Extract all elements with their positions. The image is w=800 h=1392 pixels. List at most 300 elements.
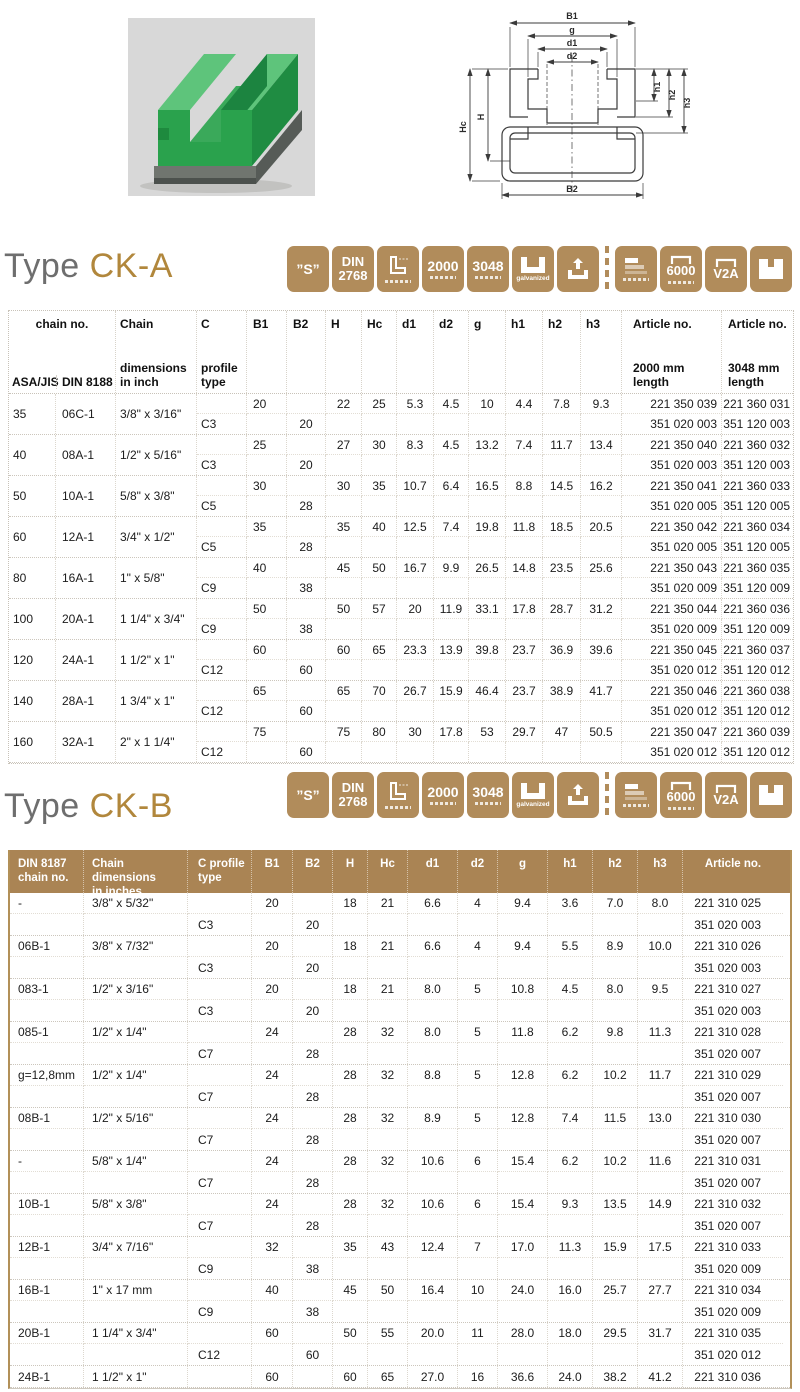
table-cell bbox=[548, 914, 593, 935]
article-no: 351 020 007 bbox=[694, 1132, 761, 1147]
asa-jis-no: 140 bbox=[9, 681, 56, 721]
table-row bbox=[10, 936, 790, 979]
table-cell bbox=[408, 1258, 458, 1279]
h1-value: 3.6 bbox=[548, 893, 593, 914]
h1-value: 4.4 bbox=[506, 394, 543, 414]
table-cell bbox=[498, 1129, 548, 1150]
h-value: 18 bbox=[333, 979, 368, 1000]
b2-value: 20 bbox=[287, 414, 326, 434]
table-cell bbox=[498, 957, 548, 978]
chain-dimensions: 1 1/2" x 1" bbox=[84, 1366, 188, 1387]
table-cell bbox=[506, 414, 543, 434]
profile-type: C7 bbox=[188, 1086, 252, 1107]
table-cell bbox=[10, 957, 84, 978]
g-value: 9.4 bbox=[498, 936, 548, 957]
d1-value: 10.7 bbox=[397, 476, 434, 496]
h3-value: 8.0 bbox=[638, 893, 683, 914]
h1-value: 29.7 bbox=[506, 722, 543, 742]
hc-value: 21 bbox=[368, 979, 408, 1000]
header-din-8187: DIN 8187 chain no. bbox=[10, 850, 84, 893]
table-cell bbox=[252, 957, 293, 978]
table-cell bbox=[638, 1172, 683, 1193]
table-cell bbox=[188, 936, 252, 957]
table-cell bbox=[548, 1043, 593, 1064]
table-cell bbox=[548, 1344, 593, 1365]
table-cell bbox=[287, 681, 326, 701]
table-cell bbox=[247, 660, 287, 680]
b2-value: 60 bbox=[287, 701, 326, 721]
hc-value: 65 bbox=[368, 1366, 408, 1387]
din-8188-no: 28A-1 bbox=[56, 681, 116, 721]
article-no-3048: 221 360 033 bbox=[722, 476, 793, 496]
profile-outline-icon bbox=[385, 781, 411, 803]
d1-value: 27.0 bbox=[408, 1366, 458, 1387]
d2-value: 11 bbox=[458, 1323, 498, 1344]
h2-value: 13.5 bbox=[593, 1194, 638, 1215]
b2-value: 28 bbox=[293, 1043, 333, 1064]
table-cell bbox=[333, 1086, 368, 1107]
table-cell bbox=[247, 414, 287, 434]
label-b1: B1 bbox=[566, 11, 578, 21]
table-cell bbox=[498, 1301, 548, 1322]
h-value: 22 bbox=[326, 394, 362, 414]
label-b2: B2 bbox=[566, 184, 578, 194]
hc-value: 32 bbox=[368, 1108, 408, 1129]
table-cell bbox=[506, 578, 543, 598]
h-value: 28 bbox=[333, 1194, 368, 1215]
table-cell bbox=[548, 1258, 593, 1279]
din-8188-no: 06C-1 bbox=[56, 394, 116, 434]
channel-inner bbox=[510, 133, 635, 173]
table-row bbox=[9, 394, 793, 435]
din-8187-no: 06B-1 bbox=[10, 936, 84, 957]
d1-value: 12.4 bbox=[408, 1237, 458, 1258]
table-cell bbox=[638, 1086, 683, 1107]
d2-value: 4.5 bbox=[434, 435, 469, 455]
table-cell bbox=[362, 414, 397, 434]
table-cell bbox=[506, 537, 543, 557]
h-value: 18 bbox=[333, 893, 368, 914]
d1-value: 16.7 bbox=[397, 558, 434, 578]
article-no-2000: 221 350 040 bbox=[622, 435, 722, 455]
table-cell bbox=[434, 578, 469, 598]
article-no: 221 310 032 bbox=[683, 1194, 783, 1215]
table-cell bbox=[362, 742, 397, 762]
h-value: 65 bbox=[326, 681, 362, 701]
table-cell bbox=[197, 558, 247, 578]
dimension-drawing bbox=[450, 5, 695, 205]
type-prefix: Type bbox=[4, 247, 80, 285]
table-cell bbox=[543, 742, 581, 762]
table-cell bbox=[84, 1301, 188, 1322]
table-cell bbox=[368, 1258, 408, 1279]
article-no-2000: 351 020 012 bbox=[622, 701, 722, 721]
chain-dimensions: 3/8" x 7/32" bbox=[84, 936, 188, 957]
h3-value: 27.7 bbox=[638, 1280, 683, 1301]
b1-value: 20 bbox=[247, 394, 287, 414]
badge-label: 2768 bbox=[338, 268, 368, 283]
h2-value: 18.5 bbox=[543, 517, 581, 537]
table-cell bbox=[397, 578, 434, 598]
label-d2: d2 bbox=[566, 51, 578, 61]
badge-flat-bars bbox=[615, 246, 657, 292]
table-cell bbox=[434, 742, 469, 762]
h-value: 45 bbox=[326, 558, 362, 578]
h2-value: 15.9 bbox=[593, 1237, 638, 1258]
table-cell bbox=[368, 1000, 408, 1021]
d2-value: 10 bbox=[458, 1280, 498, 1301]
d1-value: 30 bbox=[397, 722, 434, 742]
h-value: 28 bbox=[333, 1151, 368, 1172]
table-cell bbox=[333, 1129, 368, 1150]
table-cell bbox=[10, 1172, 84, 1193]
table-cell bbox=[188, 1194, 252, 1215]
table-b-header bbox=[10, 850, 790, 898]
h2-value: 7.8 bbox=[543, 394, 581, 414]
table-cell bbox=[543, 578, 581, 598]
table-cell bbox=[252, 1000, 293, 1021]
table-cell bbox=[287, 558, 326, 578]
table-row bbox=[10, 893, 790, 936]
table-cell bbox=[188, 893, 252, 914]
h1-value: 6.2 bbox=[548, 1151, 593, 1172]
galvanized-icon bbox=[519, 256, 547, 274]
b2-value: 20 bbox=[293, 914, 333, 935]
chain-dimensions: 3/4" x 7/16" bbox=[84, 1237, 188, 1258]
table-cell bbox=[293, 1065, 333, 1086]
asa-jis-no: 50 bbox=[9, 476, 56, 516]
table-cell bbox=[84, 1215, 188, 1236]
table-cell bbox=[287, 435, 326, 455]
table-cell bbox=[333, 1301, 368, 1322]
type-ck-a-heading bbox=[4, 246, 173, 286]
article-no-3048: 351 120 009 bbox=[723, 622, 790, 636]
article-no-3048: 351 120 012 bbox=[723, 704, 790, 718]
chain-dimensions: 5/8" x 3/8" bbox=[116, 476, 197, 516]
table-cell bbox=[469, 455, 506, 475]
table-ck-b bbox=[8, 850, 792, 1389]
table-cell bbox=[362, 455, 397, 475]
b1-value: 35 bbox=[247, 517, 287, 537]
din-8187-no: - bbox=[10, 1151, 84, 1172]
profile-type: C3 bbox=[197, 414, 247, 434]
article-no: 351 020 007 bbox=[694, 1046, 761, 1061]
badge-separator bbox=[605, 772, 609, 818]
table-cell bbox=[638, 957, 683, 978]
h1-value: 24.0 bbox=[548, 1366, 593, 1387]
table-cell bbox=[287, 722, 326, 742]
d2-value: 17.8 bbox=[434, 722, 469, 742]
chain-dimensions: 1 3/4" x 1" bbox=[116, 681, 197, 721]
header-h: H bbox=[333, 850, 368, 893]
b1-value: 24 bbox=[252, 1194, 293, 1215]
article-no-2000: 221 350 045 bbox=[622, 640, 722, 660]
header-c-profile: C profile type bbox=[188, 850, 252, 893]
profile-type: C7 bbox=[188, 1215, 252, 1236]
profile-type: C5 bbox=[197, 496, 247, 516]
header-d1: d1 bbox=[397, 311, 434, 393]
header-dimensions: dimensions bbox=[120, 361, 187, 375]
badge-din-2768 bbox=[332, 246, 374, 292]
hc-value: 32 bbox=[368, 1065, 408, 1086]
header-h: H bbox=[326, 311, 362, 393]
header-3048mm: 3048 mm bbox=[728, 361, 780, 375]
d2-value: 11.9 bbox=[434, 599, 469, 619]
table-cell bbox=[397, 619, 434, 639]
article-no-2000: 221 350 039 bbox=[622, 394, 722, 414]
table-cell bbox=[498, 1043, 548, 1064]
table-cell bbox=[252, 1215, 293, 1236]
table-cell bbox=[326, 660, 362, 680]
g-value: 15.4 bbox=[498, 1194, 548, 1215]
article-no: 351 020 007 bbox=[694, 1175, 761, 1190]
table-row bbox=[9, 640, 793, 681]
header-length: length bbox=[633, 375, 669, 389]
table-cell bbox=[397, 742, 434, 762]
hc-value: 21 bbox=[368, 936, 408, 957]
badge-fine-print bbox=[385, 806, 411, 809]
chain-dimensions: 1/2" x 1/4" bbox=[84, 1022, 188, 1043]
profile-type: C5 bbox=[197, 537, 247, 557]
table-cell bbox=[362, 496, 397, 516]
table-cell bbox=[434, 660, 469, 680]
article-no-2000: 351 020 009 bbox=[622, 578, 722, 598]
hc-value: 80 bbox=[362, 722, 397, 742]
b1-value: 24 bbox=[252, 1108, 293, 1129]
d1-value: 6.6 bbox=[408, 936, 458, 957]
table-cell bbox=[368, 1215, 408, 1236]
profile-type: C7 bbox=[188, 1129, 252, 1150]
table-cell bbox=[247, 537, 287, 557]
header-chain-dimensions bbox=[116, 311, 197, 393]
article-no: 221 310 029 bbox=[683, 1065, 783, 1086]
table-cell bbox=[469, 537, 506, 557]
header-h3: h3 bbox=[581, 311, 622, 393]
b1-value: 50 bbox=[247, 599, 287, 619]
h2-value: 7.0 bbox=[593, 893, 638, 914]
h3-value: 25.6 bbox=[581, 558, 622, 578]
article-no-3048: 221 360 038 bbox=[722, 681, 793, 701]
badge-label: ”S” bbox=[296, 787, 320, 803]
header-h3: h3 bbox=[638, 850, 683, 893]
table-row bbox=[10, 1323, 790, 1366]
header-b2: B2 bbox=[287, 311, 326, 393]
h2-value: 14.5 bbox=[543, 476, 581, 496]
badge-fine-print bbox=[430, 276, 456, 279]
d1-value: 8.0 bbox=[408, 1022, 458, 1043]
table-row bbox=[9, 722, 793, 763]
chain-dimensions: 1 1/2" x 1" bbox=[116, 640, 197, 680]
table-row bbox=[9, 681, 793, 722]
din-8187-no: 16B-1 bbox=[10, 1280, 84, 1301]
table-cell bbox=[543, 537, 581, 557]
table-cell bbox=[506, 496, 543, 516]
din-8187-no: 08B-1 bbox=[10, 1108, 84, 1129]
header-b1: B1 bbox=[247, 311, 287, 393]
table-cell bbox=[593, 1129, 638, 1150]
table-cell bbox=[581, 619, 622, 639]
table-cell bbox=[197, 599, 247, 619]
label-d1: d1 bbox=[566, 38, 578, 48]
article-no: 221 310 034 bbox=[683, 1280, 783, 1301]
table-cell bbox=[10, 1000, 84, 1021]
d2-value: 4 bbox=[458, 893, 498, 914]
b1-value: 24 bbox=[252, 1065, 293, 1086]
table-cell bbox=[326, 537, 362, 557]
article-no-2000: 351 020 003 bbox=[622, 414, 722, 434]
article-no-3048: 351 120 005 bbox=[723, 499, 790, 513]
table-cell bbox=[593, 1258, 638, 1279]
h3-value: 13.0 bbox=[638, 1108, 683, 1129]
badge-length-2000 bbox=[422, 246, 464, 292]
din-8188-no: 10A-1 bbox=[56, 476, 116, 516]
table-cell bbox=[10, 1301, 84, 1322]
table-cell bbox=[458, 1344, 498, 1365]
profile-type: C3 bbox=[188, 957, 252, 978]
table-cell bbox=[408, 1043, 458, 1064]
header-article-2000 bbox=[622, 311, 722, 393]
hc-value: 50 bbox=[368, 1280, 408, 1301]
din-8187-no: 12B-1 bbox=[10, 1237, 84, 1258]
h1-value: 5.5 bbox=[548, 936, 593, 957]
article-no: 351 020 003 bbox=[694, 917, 761, 932]
label-g: g bbox=[569, 25, 575, 35]
table-cell bbox=[593, 914, 638, 935]
article-no: 221 310 027 bbox=[683, 979, 783, 1000]
table-cell bbox=[333, 1000, 368, 1021]
d2-value: 6 bbox=[458, 1151, 498, 1172]
table-cell bbox=[10, 1344, 84, 1365]
table-cell bbox=[458, 1086, 498, 1107]
h3-value: 31.7 bbox=[638, 1323, 683, 1344]
d2-value: 13.9 bbox=[434, 640, 469, 660]
table-row bbox=[10, 979, 790, 1022]
h3-value: 39.6 bbox=[581, 640, 622, 660]
type-prefix: Type bbox=[4, 787, 80, 825]
table-cell bbox=[593, 1344, 638, 1365]
b2-value: 28 bbox=[287, 537, 326, 557]
b2-value: 60 bbox=[287, 742, 326, 762]
table-cell bbox=[593, 1043, 638, 1064]
d2-value: 5 bbox=[458, 1108, 498, 1129]
table-cell bbox=[252, 1344, 293, 1365]
header-article-label: Article no. bbox=[633, 317, 692, 331]
product-photo-illustration bbox=[128, 18, 315, 196]
badge-flat-bars bbox=[615, 772, 657, 818]
dimension-drawing-svg bbox=[450, 5, 695, 205]
h2-value: 10.2 bbox=[593, 1065, 638, 1086]
table-cell bbox=[333, 1215, 368, 1236]
type-name: CK-B bbox=[89, 787, 173, 825]
table-cell bbox=[408, 1172, 458, 1193]
table-cell bbox=[362, 537, 397, 557]
type-ck-b-heading bbox=[4, 786, 173, 826]
h-value: 50 bbox=[326, 599, 362, 619]
table-cell bbox=[362, 701, 397, 721]
profile-type: C9 bbox=[197, 619, 247, 639]
table-cell bbox=[408, 1344, 458, 1365]
table-cell bbox=[188, 1366, 252, 1387]
h2-value: 29.5 bbox=[593, 1323, 638, 1344]
table-cell bbox=[408, 1129, 458, 1150]
steel-channel-front-shadow bbox=[154, 178, 256, 184]
table-cell bbox=[84, 1344, 188, 1365]
table-cell bbox=[408, 957, 458, 978]
badge-fine-print bbox=[475, 276, 501, 279]
h-value: 28 bbox=[333, 1065, 368, 1086]
badge-fine-print bbox=[668, 281, 694, 284]
article-no-2000: 221 350 046 bbox=[622, 681, 722, 701]
din-8188-no: 12A-1 bbox=[56, 517, 116, 557]
h-value: 45 bbox=[333, 1280, 368, 1301]
b1-value: 24 bbox=[252, 1022, 293, 1043]
g-value: 12.8 bbox=[498, 1108, 548, 1129]
article-no-3048: 351 120 003 bbox=[723, 458, 790, 472]
table-cell bbox=[84, 914, 188, 935]
h2-value: 25.7 bbox=[593, 1280, 638, 1301]
chain-dimensions: 1/2" x 1/4" bbox=[84, 1065, 188, 1086]
table-cell bbox=[408, 914, 458, 935]
table-cell bbox=[197, 640, 247, 660]
header-2000mm: 2000 mm bbox=[633, 361, 685, 375]
badge-label: 3048 bbox=[472, 784, 504, 800]
badge-row-ck-b bbox=[287, 772, 792, 818]
asa-jis-no: 160 bbox=[9, 722, 56, 762]
h1-value: 11.3 bbox=[548, 1237, 593, 1258]
table-cell bbox=[188, 1108, 252, 1129]
table-cell bbox=[581, 742, 622, 762]
article-no: 221 310 026 bbox=[683, 936, 783, 957]
din-8187-no: 20B-1 bbox=[10, 1323, 84, 1344]
header-c: C bbox=[201, 317, 210, 331]
g-value: 28.0 bbox=[498, 1323, 548, 1344]
table-cell bbox=[397, 660, 434, 680]
table-cell bbox=[10, 1215, 84, 1236]
table-cell bbox=[333, 1043, 368, 1064]
h3-value: 13.4 bbox=[581, 435, 622, 455]
table-cell bbox=[333, 1344, 368, 1365]
table-cell bbox=[10, 1258, 84, 1279]
table-cell bbox=[498, 1258, 548, 1279]
g-value: 11.8 bbox=[498, 1022, 548, 1043]
table-cell bbox=[498, 1344, 548, 1365]
chain-dimensions: 1 1/4" x 3/4" bbox=[116, 599, 197, 639]
h1-value: 16.0 bbox=[548, 1280, 593, 1301]
hc-value: 32 bbox=[368, 1151, 408, 1172]
table-cell bbox=[581, 701, 622, 721]
asa-jis-no: 35 bbox=[9, 394, 56, 434]
profile-left-shoulder bbox=[510, 69, 538, 117]
h2-value: 23.5 bbox=[543, 558, 581, 578]
din-8187-no: 085-1 bbox=[10, 1022, 84, 1043]
table-cell bbox=[593, 1086, 638, 1107]
table-cell bbox=[434, 414, 469, 434]
table-cell bbox=[368, 1344, 408, 1365]
badge-length-3048 bbox=[467, 772, 509, 818]
table-cell bbox=[469, 660, 506, 680]
d2-value: 5 bbox=[458, 1022, 498, 1043]
badge-s-mark bbox=[287, 246, 329, 292]
table-cell bbox=[638, 1043, 683, 1064]
b1-value: 40 bbox=[247, 558, 287, 578]
asa-jis-no: 100 bbox=[9, 599, 56, 639]
g-value: 19.8 bbox=[469, 517, 506, 537]
header-d1: d1 bbox=[408, 850, 458, 893]
table-cell bbox=[247, 742, 287, 762]
badge-fine-print bbox=[668, 807, 694, 810]
badge-label: DIN bbox=[341, 780, 365, 795]
h-value: 35 bbox=[333, 1237, 368, 1258]
